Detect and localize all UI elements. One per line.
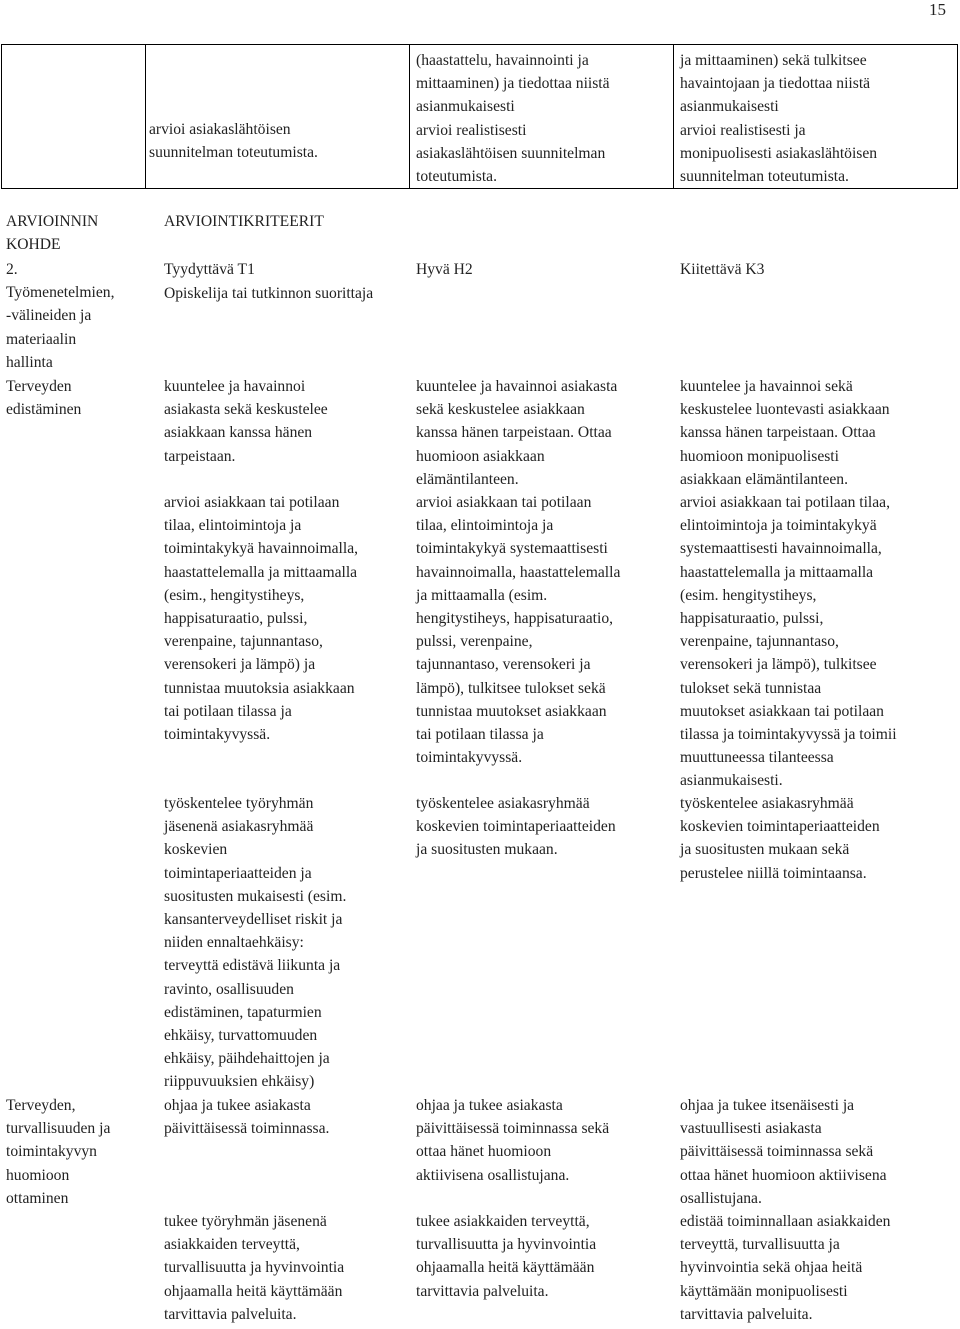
k3-team-criterion: työskentelee asiakasryhmää koskevien toimintaperiaatteiden ja suositusten mukaan sekä perustelee niillä toimintaansa. (680, 795, 880, 882)
top-col3-text: ja mittaaminen) sekä tulkitsee havaintojaan ja tiedottaa niistä asianmukaisesti arvioi realistisesti ja monipuolisesti asiakaslähtöisen suunnitelman toteutumista. (680, 52, 878, 186)
top-table-border-left (1, 44, 2, 189)
subject-label: Opiskelija tai tutkinnon suorittaja (164, 285, 374, 302)
h2-assess-criterion: arvioi asiakkaan tai potilaan tilaa, elintoimintoja ja toimintakykyä systemaattisesti havainnoimalla, haastattelemalla ja mittaamalla (esim. hengitystiheys, happisaturaatio, pulssi, verenpaine, tajunnantaso, verensokeri ja lämpö), tulkitsee tulokset sekä tunnistaa muutokset asiakkaan tai potilaan tilassa ja toimintakyvyssä. (416, 494, 621, 767)
target-health-safety: Terveyden, turvallisuuden ja toimintakyvyn huomioon ottaminen (6, 1097, 111, 1207)
k3-assess-criterion: arvioi asiakkaan tai potilaan tilaa, elintoimintoja ja toimintakykyä systemaattisesti havainnoimalla, haastattelemalla ja mittaamalla (esim. hengitystiheys, happisaturaatio, pulssi, verenpaine, tajunnantaso, verensokeri ja lämpö), tulkitsee tulokset sekä tunnistaa muutokset asiakkaan tai potilaan tilassa ja toimintakyvyssä ja toimii muuttuneessa tilanteessa asianmukaisesti. (680, 494, 897, 790)
top-col1-text: arvioi asiakaslähtöisen suunnitelman toteutumista. (149, 121, 318, 162)
h2-guide-criterion: ohjaa ja tukee asiakasta päivittäisessä toiminnassa sekä ottaa hänet huomioon aktiivisena osallistujana. (416, 1097, 610, 1184)
criteria-header: ARVIOINTIKRITEERIT (164, 213, 324, 230)
top-table-border-right (957, 44, 958, 189)
k3-observe-criterion: kuuntelee ja havainnoi sekä keskustelee luontevasti asiakkaan kanssa hänen tarpeistaan. Ottaa huomioon monipuolisesti asiakkaan elämäntilanteen. (680, 378, 890, 488)
top-table-divider-3 (673, 44, 674, 189)
top-table-divider-2 (409, 44, 410, 189)
h2-support-criterion: tukee asiakkaiden terveyttä, turvallisuutta ja hyvinvointia ohjaamalla heitä käyttämään tarvittavia palveluita. (416, 1213, 597, 1300)
t1-support-criterion: tukee työryhmän jäsenenä asiakkaiden terveyttä, turvallisuutta ja hyvinvointia ohjaamalla heitä käyttämään tarvittavia palveluita. (164, 1213, 345, 1323)
t1-team-criterion: työskentelee työryhmän jäsenenä asiakasryhmää koskevien toimintaperiaatteiden ja suositusten mukaisesti (esim. kansanterveydelliset riskit ja niiden ennaltaehkäisy: terveyttä edistävä liikunta ja ravinto, osallisuuden edistäminen, tapaturmien ehkäisy, turvattomuuden ehkäisy, päihdehaittojen ja riippuvuuksien ehkäisy) (164, 795, 347, 1091)
t1-assess-criterion: arvioi asiakkaan tai potilaan tilaa, elintoimintoja ja toimintakykyä havainnoimalla, haastattelemalla ja mittaamalla (esim., hengitystiheys, happisaturaatio, pulssi, verenpaine, tajunnantaso, verensokeri ja lämpö) ja tunnistaa muutoksia asiakkaan tai potilaan tilassa ja toimintakyvyssä. (164, 494, 359, 744)
level-h2-label: Hyvä H2 (416, 261, 473, 278)
target-health-promotion: Terveyden edistäminen (6, 378, 82, 419)
level-k3-label: Kiitettävä K3 (680, 261, 765, 278)
t1-guide-criterion: ohjaa ja tukee asiakasta päivittäisessä toiminnassa. (164, 1097, 330, 1138)
page-number: 15 (929, 0, 946, 19)
h2-team-criterion: työskentelee asiakasryhmää koskevien toimintaperiaatteiden ja suositusten mukaan. (416, 795, 616, 859)
target-title: 2. Työmenetelmien, -välineiden ja materiaalin hallinta (6, 261, 115, 371)
h2-observe-criterion: kuuntelee ja havainnoi asiakasta sekä keskustelee asiakkaan kanssa hänen tarpeistaan. Ottaa huomioon asiakkaan elämäntilanteen. (416, 378, 618, 488)
top-table-divider-1 (145, 44, 146, 189)
top-col2-text: (haastattelu, havainnointi ja mittaaminen) ja tiedottaa niistä asianmukaisesti arvioi realistisesti asiakaslähtöisen suunnitelman toteutumista. (416, 52, 610, 186)
target-header: ARVIOINNIN KOHDE (6, 213, 99, 254)
k3-guide-criterion: ohjaa ja tukee itsenäisesti ja vastuullisesti asiakasta päivittäisessä toiminnassa sekä ottaa hänet huomioon aktiivisena osallistujana. (680, 1097, 887, 1207)
k3-support-criterion: edistää toiminnallaan asiakkaiden terveyttä, turvallisuutta ja hyvinvointia sekä ohjaa heitä käyttämään monipuolisesti tarvittavia palveluita. (680, 1213, 891, 1323)
t1-observe-criterion: kuuntelee ja havainnoi asiakasta sekä keskustelee asiakkaan kanssa hänen tarpeistaan. (164, 378, 328, 465)
level-t1-label: Tyydyttävä T1 (164, 261, 255, 278)
